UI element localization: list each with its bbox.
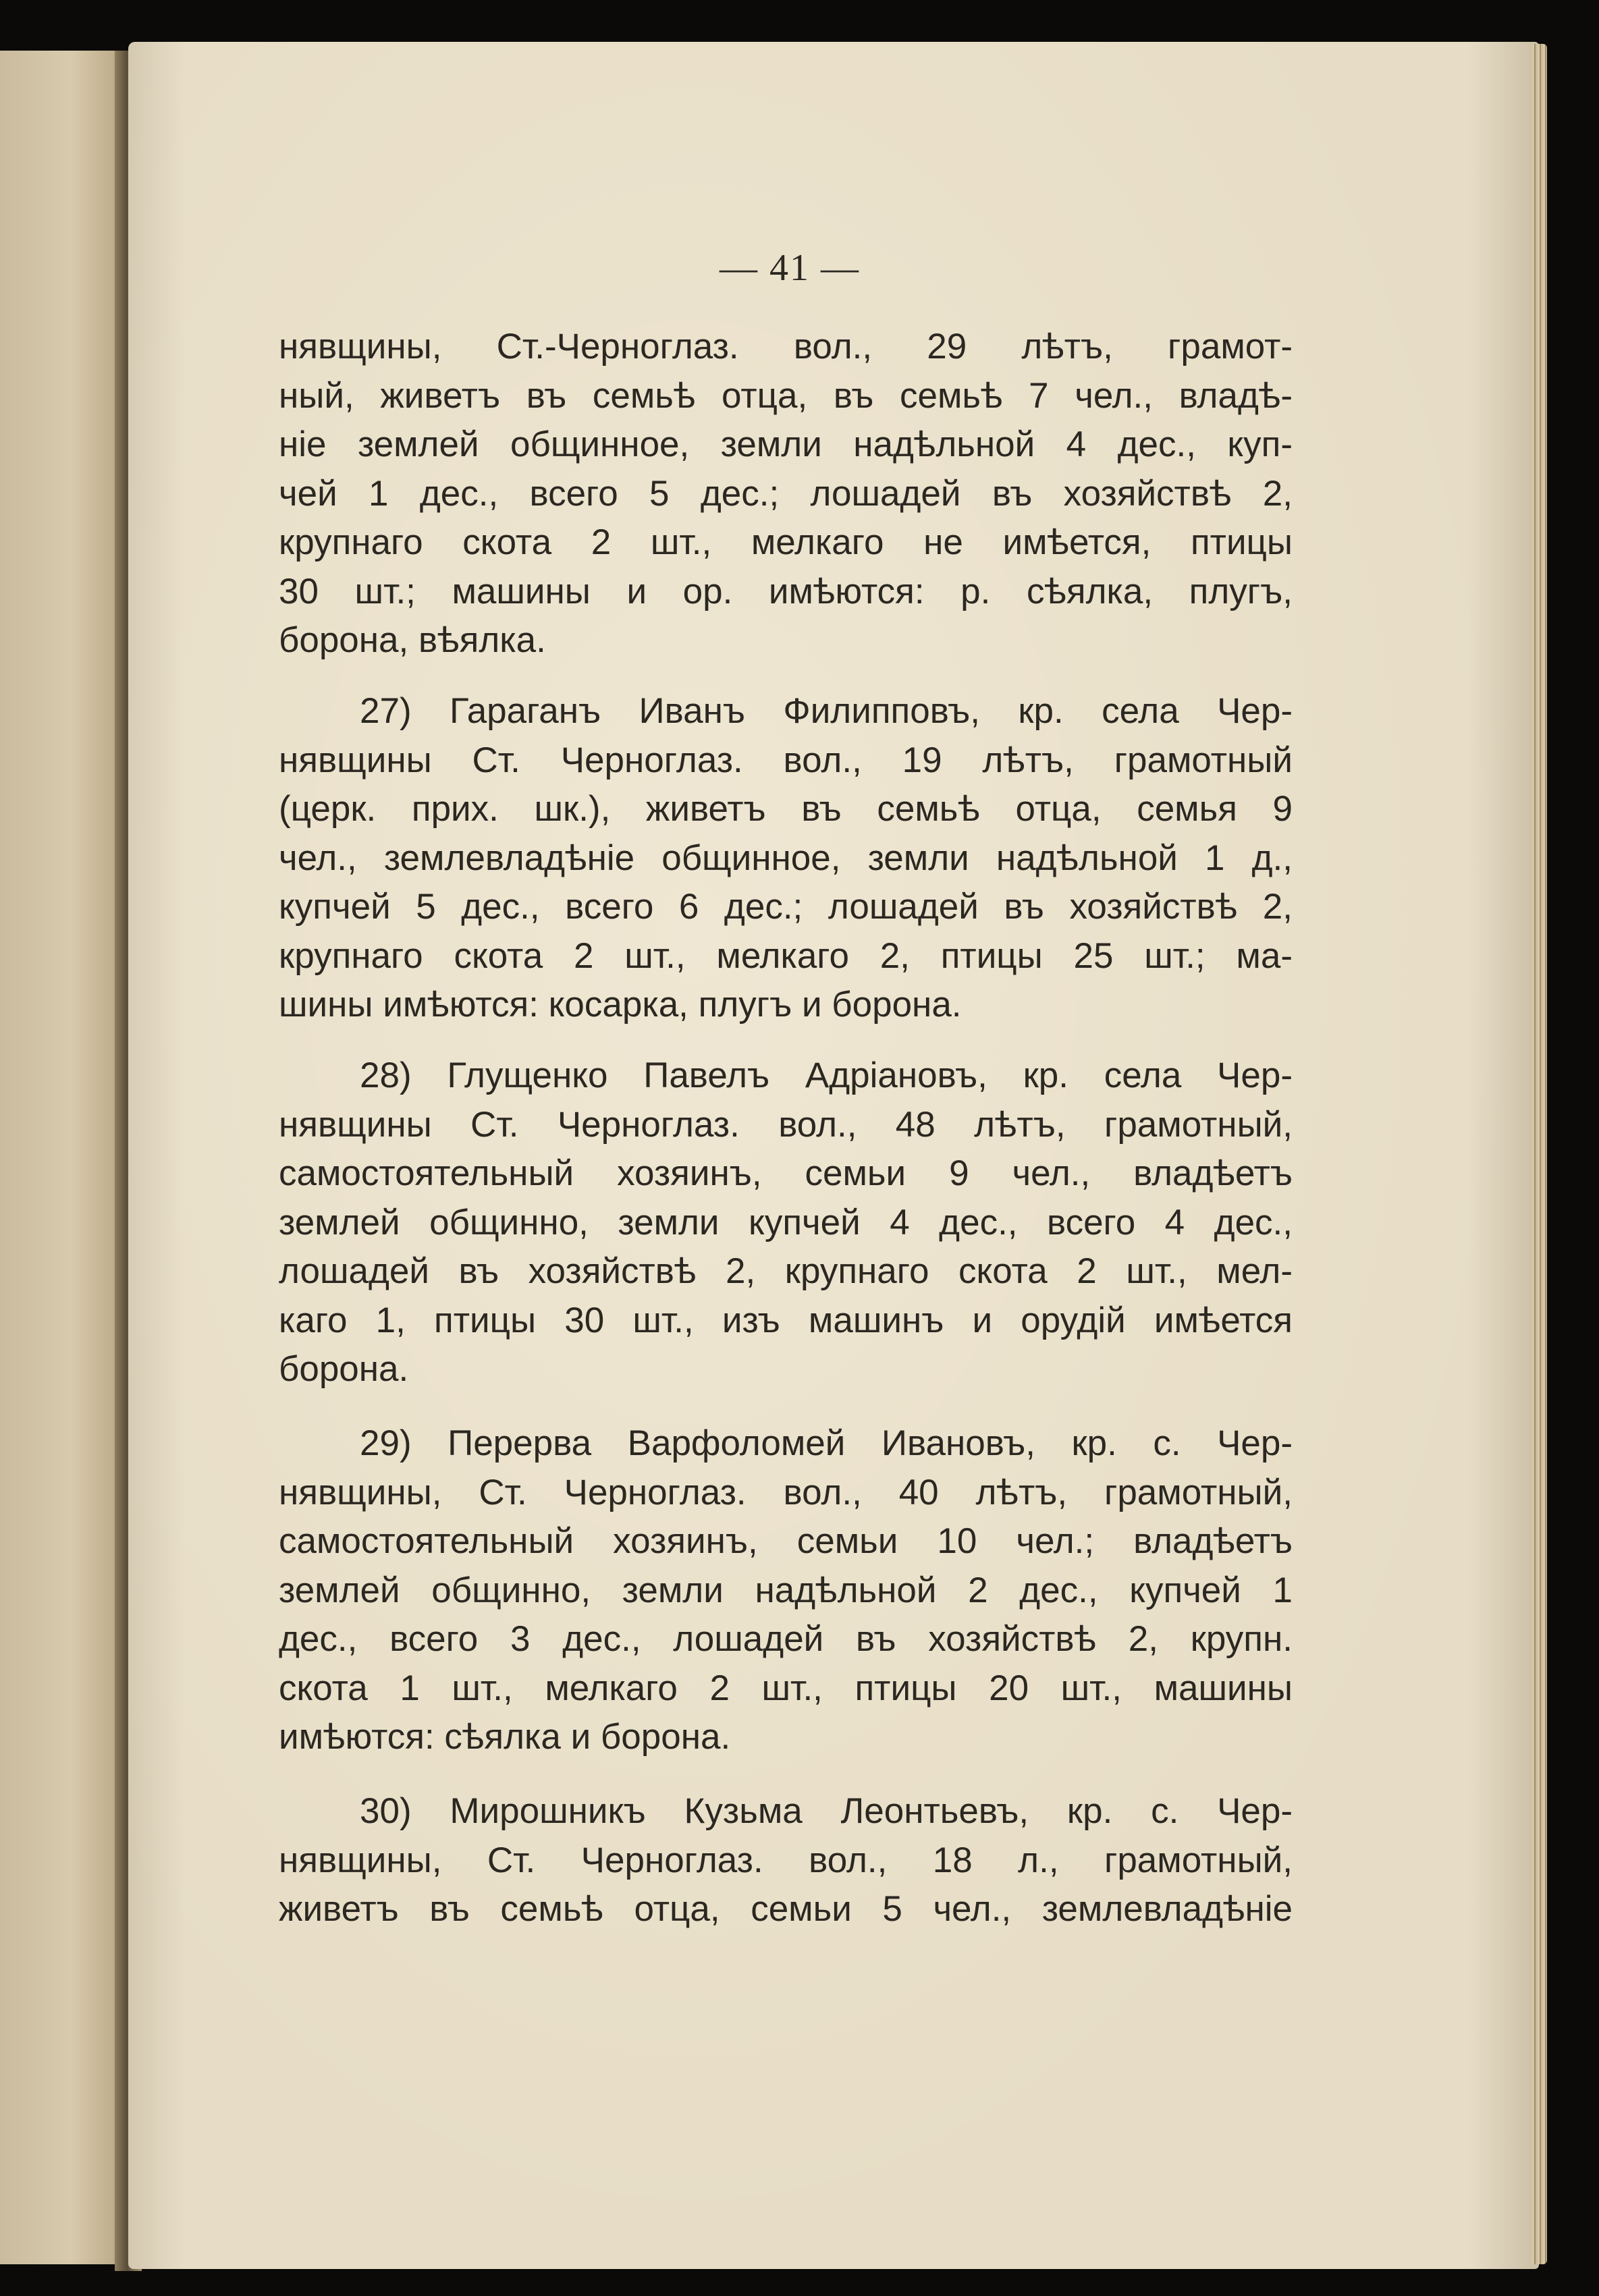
page-stack-edge bbox=[1532, 44, 1547, 2264]
paragraph-entry-28 bbox=[279, 1051, 1293, 1394]
text-line: купчей 5 дес., всего 6 дес.; лошадей въ хозяйствѣ 2, bbox=[279, 887, 1293, 927]
text-line: имѣются: сѣялка и борона. bbox=[279, 1717, 731, 1757]
text-line: скота 1 шт., мелкаго 2 шт., птицы 20 шт., машины bbox=[279, 1668, 1293, 1708]
text-line: землей общинно, земли надѣльной 2 дес., купчей 1 bbox=[279, 1570, 1293, 1610]
paragraph-entry-30 bbox=[279, 1787, 1293, 1934]
text-line: нявщины Ст. Черноглаз. вол., 48 лѣтъ, грамотный, bbox=[279, 1104, 1293, 1145]
text-line: 30) Мирошникъ Кузьма Леонтьевъ, кр. с. Чер- bbox=[360, 1791, 1293, 1831]
text-line: 27) Гараганъ Иванъ Филипповъ, кр. села Чер- bbox=[360, 691, 1293, 731]
text-line: чел., землевладѣнiе общинное, земли надѣльной 1 д., bbox=[279, 838, 1293, 878]
text-line: нявщины, Ст. Черноглаз. вол., 18 л., грамотный, bbox=[279, 1840, 1293, 1880]
text-line: шины имѣются: косарка, плугъ и борона. bbox=[279, 985, 962, 1024]
text-line: нявщины, Ст.-Черноглаз. вол., 29 лѣтъ, грамот- bbox=[279, 327, 1293, 366]
text-line: борона, вѣялка. bbox=[279, 620, 546, 660]
text-line: самостоятельный хозяинъ, семьи 10 чел.; владѣетъ bbox=[279, 1521, 1293, 1561]
paragraph-entry-29 bbox=[279, 1419, 1293, 1762]
previous-page-edge bbox=[0, 51, 128, 2264]
text-line: каго 1, птицы 30 шт., изъ машинъ и орудiй имѣется bbox=[279, 1300, 1293, 1340]
text-line: нiе землей общинное, земли надѣльной 4 дес., куп- bbox=[279, 425, 1293, 464]
text-line: землей общинно, земли купчей 4 дес., всего 4 дес., bbox=[279, 1202, 1293, 1242]
text-line: крупнаго скота 2 шт., мелкаго 2, птицы 25 шт.; ма- bbox=[279, 935, 1293, 976]
text-line: лошадей въ хозяйствѣ 2, крупнаго скота 2 шт., мел- bbox=[279, 1251, 1293, 1291]
text-line: 29) Перерва Варфоломей Ивановъ, кр. с. Чер- bbox=[360, 1423, 1293, 1463]
text-line: крупнаго скота 2 шт., мелкаго не имѣется, птицы bbox=[279, 522, 1293, 562]
text-line: нявщины Ст. Черноглаз. вол., 19 лѣтъ, грамотный bbox=[279, 740, 1293, 780]
text-line: нявщины, Ст. Черноглаз. вол., 40 лѣтъ, грамотный, bbox=[279, 1472, 1293, 1512]
text-line: 28) Глущенко Павелъ Адрiановъ, кр. села Чер- bbox=[360, 1056, 1293, 1095]
paragraph-continuation bbox=[279, 323, 1293, 665]
text-line: чей 1 дес., всего 5 дес.; лошадей въ хозяйствѣ 2, bbox=[279, 473, 1293, 514]
text-line: 30 шт.; машины и ор. имѣются: р. сѣялка, плугъ, bbox=[279, 571, 1293, 611]
text-line: самостоятельный хозяинъ, семьи 9 чел., владѣетъ bbox=[279, 1153, 1293, 1193]
text-line: (церк. прих. шк.), живетъ въ семьѣ отца, семья 9 bbox=[279, 789, 1293, 829]
text-line: борона. bbox=[279, 1349, 409, 1389]
paragraph-entry-27 bbox=[279, 687, 1293, 1030]
text-line: ный, живетъ въ семьѣ отца, въ семьѣ 7 чел., владѣ- bbox=[279, 375, 1293, 416]
page-number: — 41 — bbox=[720, 247, 860, 289]
text-line: живетъ въ семьѣ отца, семьи 5 чел., землевладѣнiе bbox=[279, 1889, 1293, 1929]
text-line: дес., всего 3 дес., лошадей въ хозяйствѣ 2, крупн. bbox=[279, 1619, 1293, 1659]
